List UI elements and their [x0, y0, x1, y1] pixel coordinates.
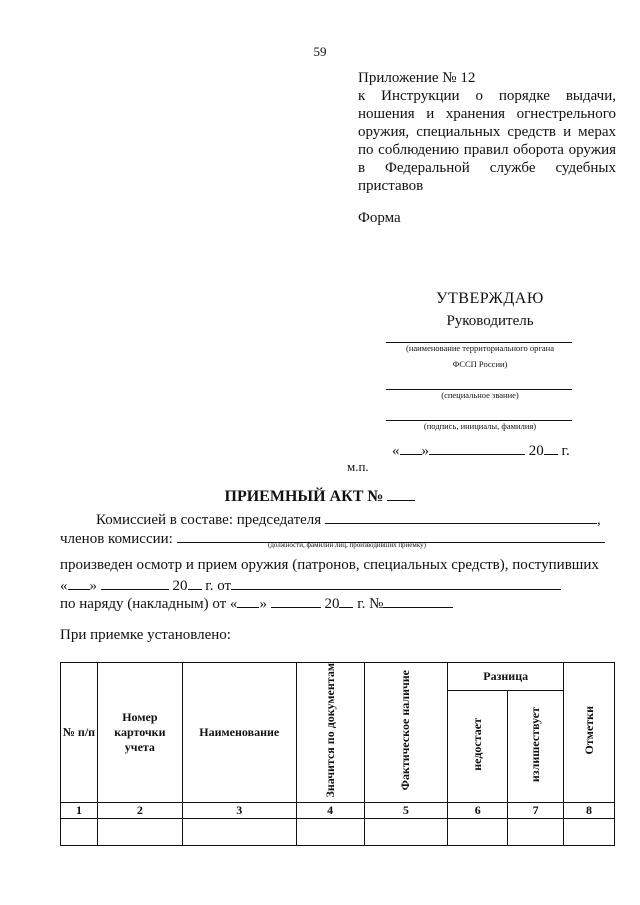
header-num: № п/п	[61, 663, 98, 803]
table-cell[interactable]	[97, 819, 182, 846]
header-shortage-text: недостает	[470, 718, 485, 771]
invoice-number-blank[interactable]	[383, 593, 453, 608]
appendix-line: по соблюдению правил оборота оружия	[358, 142, 616, 158]
column-number-row	[61, 803, 615, 819]
members-text: членов комиссии:	[60, 531, 173, 547]
header-diff: Разница	[448, 663, 564, 691]
comma: ,	[596, 512, 601, 528]
invoice-line	[60, 593, 453, 613]
header-docs	[296, 663, 364, 803]
appendix-line: к Инструкции о порядке выдачи,	[358, 88, 616, 104]
table-cell[interactable]	[364, 819, 448, 846]
month-blank[interactable]	[429, 440, 525, 455]
header-notes	[564, 663, 615, 803]
day-blank[interactable]	[68, 575, 90, 590]
column-number: 2	[97, 803, 182, 819]
appendix-block	[358, 69, 616, 195]
table-cell[interactable]	[296, 819, 364, 846]
header-shortage	[448, 691, 508, 803]
column-number: 6	[448, 803, 508, 819]
column-number: 5	[364, 803, 448, 819]
column-number: 7	[508, 803, 564, 819]
invoice-text: по наряду (накладным) от «	[60, 596, 238, 612]
year-prefix: 20	[324, 596, 340, 612]
header-name: Наименование	[182, 663, 296, 803]
established-line: При приемке установлено:	[60, 627, 231, 643]
appendix-line: приставов	[358, 178, 424, 194]
quote-open: «	[60, 578, 68, 594]
year-prefix: 20	[172, 578, 188, 594]
inspection-line: произведен осмотр и прием оружия (патронов, специальных средств), поступивших	[60, 557, 599, 573]
table-cell[interactable]	[508, 819, 564, 846]
month-blank[interactable]	[101, 575, 169, 590]
table-row	[61, 819, 615, 846]
commission-line	[96, 509, 601, 529]
rank-caption: (специальное звание)	[441, 390, 519, 400]
quote-close: »	[89, 578, 97, 594]
chairman-blank[interactable]	[325, 509, 597, 524]
appendix-line: оружия, специальных средств и мерах	[358, 124, 616, 140]
commission-text: Комиссией в составе: председателя	[96, 512, 322, 528]
number-text: г. №	[357, 596, 384, 612]
act-title-text: ПРИЕМНЫЙ АКТ №	[224, 488, 384, 505]
day-blank[interactable]	[237, 593, 259, 608]
org-name-caption	[380, 340, 580, 372]
table-cell[interactable]	[564, 819, 615, 846]
column-number: 3	[182, 803, 296, 819]
table-cell[interactable]	[448, 819, 508, 846]
appendix-line: в Федеральной службе судебных	[358, 160, 616, 176]
signature-caption: (подпись, инициалы, фамилия)	[423, 421, 537, 431]
members-caption: (должности, фамилии лиц, производивших приемку)	[268, 541, 426, 549]
page-number: 59	[313, 44, 327, 59]
column-number: 4	[296, 803, 364, 819]
table-cell[interactable]	[61, 819, 98, 846]
header-surplus	[508, 691, 564, 803]
column-number: 8	[564, 803, 615, 819]
header-card: Номер карточки учета	[97, 663, 182, 803]
quote-close: »	[421, 443, 429, 459]
from-text: г. от	[205, 578, 232, 594]
header-actual	[364, 663, 448, 803]
year-blank[interactable]	[188, 575, 202, 590]
act-title	[0, 486, 640, 506]
approval-date	[392, 440, 570, 460]
header-actual-text: Фактическое наличие	[398, 670, 413, 791]
quote-open: «	[392, 443, 400, 459]
header-docs-text: Значится по документам	[322, 663, 337, 798]
header-surplus-text: излишествует	[528, 706, 543, 783]
header-notes-text: Отметки	[581, 706, 596, 755]
head-label: Руководитель	[446, 313, 534, 329]
year-blank[interactable]	[544, 440, 558, 455]
caption-text: (наименование территориального органа	[405, 343, 554, 353]
form-label: Форма	[358, 210, 401, 226]
year-blank[interactable]	[339, 593, 353, 608]
appendix-title: Приложение № 12	[358, 70, 476, 86]
appendix-line: ношения и хранения огнестрельного	[358, 106, 616, 122]
caption-text: ФССП России)	[452, 359, 508, 369]
arrival-date-line	[60, 575, 561, 595]
day-blank[interactable]	[400, 440, 422, 455]
approve-heading: УТВЕРЖДАЮ	[436, 290, 544, 307]
stamp-place: м.п.	[347, 459, 369, 474]
acceptance-table	[60, 662, 615, 846]
year-suffix: г.	[561, 443, 570, 459]
table-cell[interactable]	[182, 819, 296, 846]
quote-close: »	[259, 596, 267, 612]
month-blank[interactable]	[271, 593, 321, 608]
column-number: 1	[61, 803, 98, 819]
year-prefix: 20	[528, 443, 544, 459]
source-blank[interactable]	[231, 575, 561, 590]
act-number-blank[interactable]	[387, 486, 415, 501]
